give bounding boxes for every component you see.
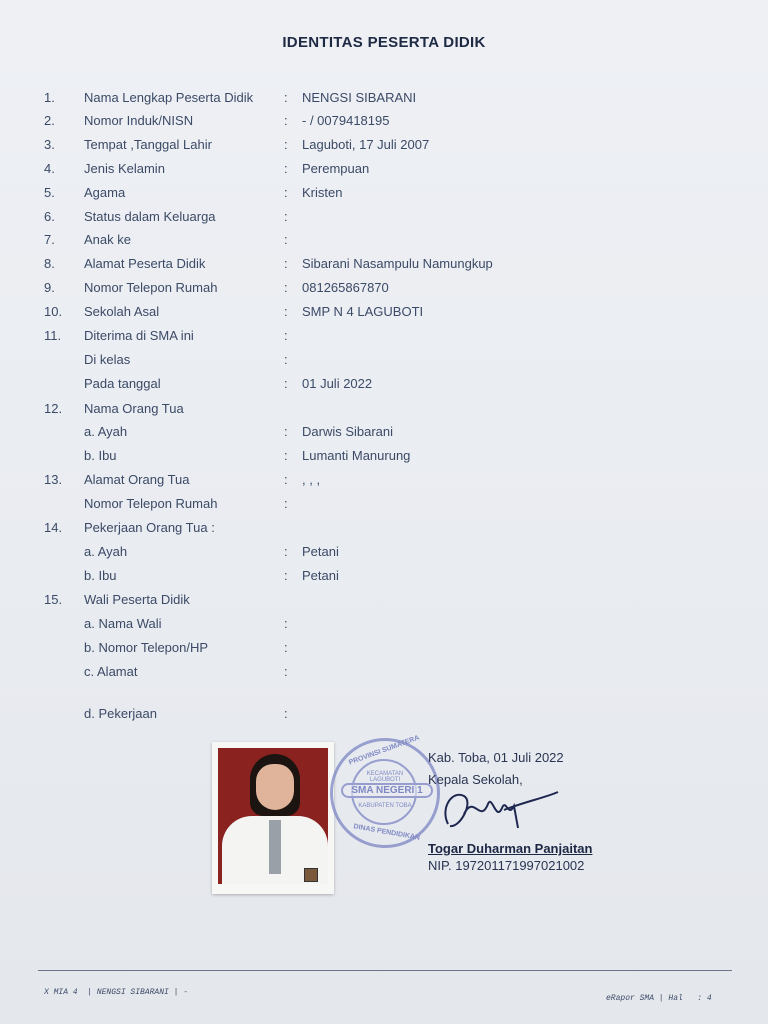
footer-left: X MIA 4 | NENGSI SIBARANI | - xyxy=(44,988,189,997)
row-number: 10. xyxy=(44,304,63,319)
footer-right: eRapor SMA | Hal : 4 xyxy=(606,994,712,1003)
row-colon: : xyxy=(284,185,288,200)
stamp-school-name: SMA NEGERI 1 xyxy=(341,783,433,798)
row-colon: : xyxy=(284,544,288,559)
page-title: IDENTITAS PESERTA DIDIK xyxy=(282,34,486,51)
row-number: 12. xyxy=(44,401,63,416)
row-colon: : xyxy=(284,640,288,655)
row-number: 6. xyxy=(44,209,55,224)
row-colon: : xyxy=(284,304,288,319)
row-label: Jenis Kelamin xyxy=(84,161,165,176)
row-number: 3. xyxy=(44,137,55,152)
row-value: Perempuan xyxy=(302,161,370,176)
row-label: Alamat Peserta Didik xyxy=(84,256,206,271)
row-label: b. Ibu xyxy=(84,448,117,463)
row-label: Wali Peserta Didik xyxy=(84,592,190,607)
row-label: c. Alamat xyxy=(84,664,138,679)
handwritten-signature xyxy=(434,784,564,840)
footer-divider xyxy=(38,970,732,971)
row-label: Tempat ,Tanggal Lahir xyxy=(84,137,212,152)
row-value: , , , xyxy=(302,472,321,487)
row-label: Alamat Orang Tua xyxy=(84,472,190,487)
row-label: Nama Lengkap Peserta Didik xyxy=(84,90,254,105)
row-colon: : xyxy=(284,706,288,721)
row-label: Nama Orang Tua xyxy=(84,401,184,416)
row-label: Nomor Telepon Rumah xyxy=(84,496,218,511)
stamp-ring-bottom: DINAS PENDIDIKAN xyxy=(352,823,421,842)
row-number: 14. xyxy=(44,520,63,535)
row-number: 1. xyxy=(44,90,55,105)
row-value: Kristen xyxy=(302,185,343,200)
row-value: NENGSI SIBARANI xyxy=(302,90,417,105)
stamp-upper-text: KECAMATAN LAGUBOTI xyxy=(366,771,404,783)
row-label: Nomor Telepon Rumah xyxy=(84,280,218,295)
row-label: a. Ayah xyxy=(84,424,128,439)
row-number: 9. xyxy=(44,280,55,295)
row-label: Agama xyxy=(84,185,126,200)
row-label: b. Ibu xyxy=(84,568,117,583)
row-number: 7. xyxy=(44,232,55,247)
row-label: Sekolah Asal xyxy=(84,304,160,319)
stamp-lower-text: KABUPATEN TOBA xyxy=(358,803,412,809)
principal-nip: NIP. 197201171997021002 xyxy=(428,858,585,873)
row-label: Anak ke xyxy=(84,232,131,247)
signature-place-date: Kab. Toba, 01 Juli 2022 xyxy=(428,750,564,765)
row-value: 081265867870 xyxy=(302,280,389,295)
principal-name: Togar Duharman Panjaitan xyxy=(428,841,593,856)
row-number: 2. xyxy=(44,113,55,128)
row-colon: : xyxy=(284,161,288,176)
row-number: 4. xyxy=(44,161,55,176)
row-colon: : xyxy=(284,352,288,367)
row-label: Diterima di SMA ini xyxy=(84,328,194,343)
row-label: Status dalam Keluarga xyxy=(84,209,216,224)
row-colon: : xyxy=(284,424,288,439)
row-number: 5. xyxy=(44,185,55,200)
row-value: SMP N 4 LAGUBOTI xyxy=(302,304,424,319)
row-value: Sibarani Nasampulu Namungkup xyxy=(302,256,493,271)
row-value: Lumanti Manurung xyxy=(302,448,411,463)
row-colon: : xyxy=(284,448,288,463)
school-stamp xyxy=(330,734,440,848)
stamp-ring-top: PROVINSI SUMATERA xyxy=(348,734,421,767)
signature-role: Kepala Sekolah, xyxy=(428,772,523,787)
row-colon: : xyxy=(284,256,288,271)
row-label: Di kelas xyxy=(84,352,131,367)
row-colon: : xyxy=(284,664,288,679)
row-colon: : xyxy=(284,328,288,343)
row-label: d. Pekerjaan xyxy=(84,706,157,721)
row-label: Pekerjaan Orang Tua : xyxy=(84,520,215,535)
row-colon: : xyxy=(284,376,288,391)
row-value: Petani xyxy=(302,544,339,559)
row-value: - / 0079418195 xyxy=(302,113,390,128)
row-label: b. Nomor Telepon/HP xyxy=(84,640,209,655)
row-colon: : xyxy=(284,568,288,583)
row-value: Laguboti, 17 Juli 2007 xyxy=(302,137,430,152)
row-colon: : xyxy=(284,472,288,487)
row-label: Nomor Induk/NISN xyxy=(84,113,194,128)
row-number: 15. xyxy=(44,592,63,607)
row-number: 8. xyxy=(44,256,55,271)
row-colon: : xyxy=(284,209,288,224)
row-label: a. Nama Wali xyxy=(84,616,162,631)
row-number: 11. xyxy=(44,328,62,343)
row-label: a. Ayah xyxy=(84,544,128,559)
row-value: Petani xyxy=(302,568,339,583)
row-value: Darwis Sibarani xyxy=(302,424,394,439)
row-colon: : xyxy=(284,113,288,128)
row-colon: : xyxy=(284,496,288,511)
row-number: 13. xyxy=(44,472,63,487)
row-value: 01 Juli 2022 xyxy=(302,376,373,391)
row-label: Pada tanggal xyxy=(84,376,161,391)
student-photo xyxy=(212,742,334,894)
row-colon: : xyxy=(284,280,288,295)
row-colon: : xyxy=(284,137,288,152)
row-colon: : xyxy=(284,232,288,247)
row-colon: : xyxy=(284,616,288,631)
row-colon: : xyxy=(284,90,288,105)
